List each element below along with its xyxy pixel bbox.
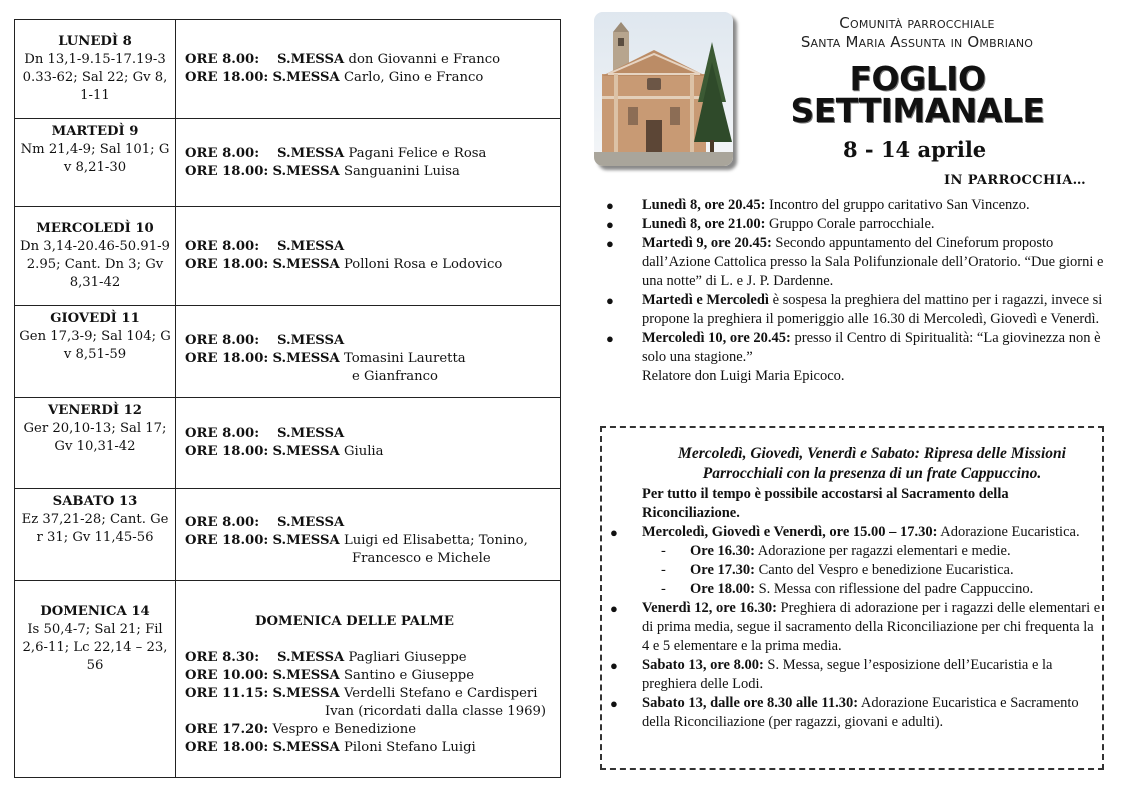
mass-time: ORE 18.00: xyxy=(185,257,269,273)
mass-label: S.MESSA xyxy=(272,163,340,179)
day-readings: Gen 17,3-9; Sal 104; Gv 8,51-59 xyxy=(19,329,171,363)
mass-intention: Pagliari Giuseppe xyxy=(348,649,467,665)
day-name: DOMENICA 14 xyxy=(40,603,150,619)
list-item xyxy=(605,215,1105,234)
day-readings: Dn 3,14-20.46-50.91-92.95; Cant. Dn 3; Gv 8,31-42 xyxy=(20,239,170,291)
notice-date: Lunedì 8, ore 21.00: xyxy=(642,216,766,232)
notice-speaker: Relatore don Luigi Maria Epicoco. xyxy=(642,368,845,384)
mass-label: S.MESSA xyxy=(277,145,345,161)
list-item xyxy=(642,542,1102,561)
mission-item-date: Sabato 13, dalle ore 8.30 alle 11.30: xyxy=(642,695,859,711)
list-item xyxy=(605,234,1105,291)
mass-time: ORE 10.00: xyxy=(185,667,269,683)
subitem-text: Adorazione per ragazzi elementari e medie. xyxy=(754,543,1011,559)
mass-time: ORE 8.00: xyxy=(185,515,260,531)
day-cell xyxy=(15,488,176,580)
mass-time: ORE 8.00: xyxy=(185,332,260,348)
mass-line xyxy=(185,514,554,532)
mass-label: S.MESSA xyxy=(277,649,345,665)
mass-label: S.MESSA xyxy=(272,350,340,366)
day-cell xyxy=(15,398,176,488)
notice-text: è sospesa la preghiera del mattino per i ragazzi, invece si propone la preghiera il pomeriggio alle 16.30 di Mercoledì, Giovedì e Venerdì. xyxy=(642,292,1103,327)
bullet-icon: ● xyxy=(606,293,614,308)
mass-cell xyxy=(176,488,561,580)
mass-line xyxy=(185,443,554,461)
mass-cell xyxy=(176,398,561,488)
mass-label: S.MESSA xyxy=(272,533,340,549)
mass-time: ORE 17.20: xyxy=(185,721,269,737)
list-item xyxy=(602,523,1102,599)
notice-text: Secondo appuntamento del Cineforum proposto dall’Azione Cattolica presso la Sala Polifunzionale dell’Oratorio. “Due giorni e una notte” di L. e J. P. Dardenne. xyxy=(642,235,1104,289)
mass-intention: Carlo, Gino e Franco xyxy=(343,70,484,86)
notice-date: Martedì e Mercoledì xyxy=(642,292,769,308)
table-row xyxy=(15,207,561,306)
sunday-heading: DOMENICA DELLE PALME xyxy=(255,613,454,629)
list-item xyxy=(602,656,1102,694)
subitem-time: Ore 17.30: xyxy=(690,562,755,578)
mission-item-text: S. Messa, segue l’esposizione dell’Eucaristia e la preghiera delle Lodi. xyxy=(642,657,1053,692)
subitem-time: Ore 16.30: xyxy=(690,543,755,559)
day-cell xyxy=(15,207,176,306)
notice-text: Gruppo Corale parrocchiale. xyxy=(765,216,935,232)
mass-label: S.MESSA xyxy=(272,70,340,86)
mass-line xyxy=(185,649,554,667)
mass-intention-continuation: e Gianfranco xyxy=(352,368,438,384)
mass-label: S.MESSA xyxy=(277,332,345,348)
mass-intention: Giulia xyxy=(343,444,384,460)
table-row xyxy=(15,398,561,488)
notice-date: Lunedì 8, ore 20.45: xyxy=(642,197,766,213)
bullet-icon: ● xyxy=(610,658,618,673)
mass-line xyxy=(185,721,554,739)
list-item xyxy=(605,196,1105,215)
title-line-1: FOGLIO xyxy=(849,59,986,98)
mission-item-text: Preghiera di adorazione per i ragazzi delle elementari e di prima media, segue il sacramento della Riconciliazione per chi frequenta la 4 e 5 elementare e la prima media. xyxy=(642,600,1101,654)
mass-time: ORE 18.00: xyxy=(185,163,269,179)
bullet-icon: ● xyxy=(606,217,614,232)
day-readings: Ger 20,10-13; Sal 17; Gv 10,31-42 xyxy=(23,421,167,455)
mass-intention: Pagani Felice e Rosa xyxy=(348,145,487,161)
community-line-2: Santa Maria Assunta in Ombriano xyxy=(800,33,1034,51)
day-cell xyxy=(15,580,176,777)
mass-line xyxy=(185,69,554,87)
mass-line xyxy=(185,145,554,163)
day-name: MERCOLEDÌ 10 xyxy=(36,221,154,237)
mass-intention: Sanguanini Luisa xyxy=(343,163,460,179)
table-row xyxy=(15,20,561,119)
list-item xyxy=(605,291,1105,329)
mission-sublist xyxy=(642,542,1102,599)
bullet-icon: ● xyxy=(606,236,614,251)
list-item xyxy=(605,329,1105,386)
mass-line xyxy=(185,163,554,181)
community-line-1: Comunità parrocchiale xyxy=(839,14,995,32)
mass-label: S.MESSA xyxy=(277,515,345,531)
table-row xyxy=(15,580,561,777)
mission-title: Mercoledì, Giovedì, Venerdì e Sabato: Ripresa delle Missioni Parrocchiali con la presenza di un frate Cappuccino. xyxy=(678,445,1066,482)
community-name xyxy=(762,14,1072,52)
mission-list xyxy=(602,523,1102,732)
day-readings: Dn 13,1-9.15-17.19-30.33-62; Sal 22; Gv 8,1-11 xyxy=(22,52,168,104)
day-name: VENERDÌ 12 xyxy=(48,403,142,419)
mass-line xyxy=(185,332,554,350)
notice-text: Incontro del gruppo caritativo San Vincenzo. xyxy=(765,197,1030,213)
mass-intention: Verdelli Stefano e Cardisperi xyxy=(343,685,538,701)
mass-time: ORE 8.00: xyxy=(185,426,260,442)
mass-line xyxy=(185,51,554,69)
mission-intro: Per tutto il tempo è possibile accostarsi al Sacramento della Riconciliazione. xyxy=(642,486,1009,521)
mass-time: ORE 18.00: xyxy=(185,444,269,460)
bullet-icon: ● xyxy=(610,696,618,711)
mass-intention-continuation: Francesco e Michele xyxy=(352,551,491,567)
mass-label: S.MESSA xyxy=(272,739,340,755)
mass-time: ORE 8.00: xyxy=(185,145,260,161)
mass-time: ORE 8.00: xyxy=(185,239,260,255)
mass-intention: Luigi ed Elisabetta; Tonino, xyxy=(343,533,528,549)
mass-line xyxy=(185,532,554,550)
bullet-icon: ● xyxy=(610,525,618,540)
mission-item-date: Sabato 13, ore 8.00: xyxy=(642,657,764,673)
mass-time: ORE 8.00: xyxy=(185,52,260,68)
subitem-text: S. Messa con riflessione del padre Cappuccino. xyxy=(754,581,1034,597)
day-cell xyxy=(15,306,176,398)
notice-text: presso il Centro di Spiritualità: “La giovinezza non è solo una stagione.” xyxy=(642,330,1101,365)
mass-intention: Santino e Giuseppe xyxy=(343,667,475,683)
mass-intention-continuation: Ivan (ricordati dalla classe 1969) xyxy=(325,703,547,719)
mass-label: S.MESSA xyxy=(272,444,340,460)
mass-cell xyxy=(176,119,561,207)
mass-line xyxy=(185,238,554,256)
mass-label: S.MESSA xyxy=(272,667,340,683)
day-readings: Ez 37,21-28; Cant. Ger 31; Gv 11,45-56 xyxy=(21,511,169,545)
subitem-time: Ore 18.00: xyxy=(690,581,755,597)
list-item xyxy=(602,599,1102,656)
table-row xyxy=(15,306,561,398)
day-name: SABATO 13 xyxy=(52,493,138,509)
mass-time: ORE 18.00: xyxy=(185,739,269,755)
section-heading: IN PARROCCHIA… xyxy=(944,173,1087,188)
subitem-text: Canto del Vespro e benedizione Eucaristica. xyxy=(754,562,1014,578)
mass-cell xyxy=(176,207,561,306)
mass-time: ORE 18.00: xyxy=(185,70,269,86)
mass-intention: Tomasini Lauretta xyxy=(343,350,466,366)
mass-cell xyxy=(176,580,561,777)
table-row xyxy=(15,119,561,207)
mass-label: S.MESSA xyxy=(272,685,340,701)
mass-label: S.MESSA xyxy=(272,257,340,273)
dash-icon: - xyxy=(661,581,666,597)
list-item xyxy=(642,580,1102,599)
mass-line xyxy=(185,350,554,368)
day-cell xyxy=(15,119,176,207)
day-name: LUNEDÌ 8 xyxy=(58,34,132,50)
mass-time: ORE 18.00: xyxy=(185,350,269,366)
bullet-icon: ● xyxy=(610,601,618,616)
mass-label: S.MESSA xyxy=(277,426,345,442)
mass-label: S.MESSA xyxy=(277,239,345,255)
mass-line xyxy=(185,739,554,757)
mass-line xyxy=(185,685,554,703)
mass-intention: don Giovanni e Franco xyxy=(348,52,501,68)
mass-time: ORE 8.30: xyxy=(185,649,260,665)
mass-intention: Vespro e Benedizione xyxy=(272,721,417,737)
mass-label: S.MESSA xyxy=(277,52,345,68)
mass-intention: Polloni Rosa e Lodovico xyxy=(343,257,503,273)
bullet-icon: ● xyxy=(606,331,614,346)
mission-item-date: Mercoledì, Giovedì e Venerdì, ore 15.00 – 17.30: xyxy=(642,524,938,540)
day-name: GIOVEDÌ 11 xyxy=(50,311,140,327)
parish-notices xyxy=(605,196,1105,386)
day-readings: Is 50,4-7; Sal 21; Fil 2,6-11; Lc 22,14 – 23,56 xyxy=(22,621,168,673)
list-item xyxy=(602,694,1102,732)
mass-cell xyxy=(176,20,561,119)
day-name: MARTEDÌ 9 xyxy=(51,124,139,140)
bulletin-title xyxy=(790,59,1045,130)
mass-line xyxy=(185,667,554,685)
mass-intention: Piloni Stefano Luigi xyxy=(343,739,476,755)
list-item xyxy=(642,561,1102,580)
weekly-schedule-table xyxy=(14,19,561,778)
mission-item-date: Venerdì 12, ore 16.30: xyxy=(642,600,777,616)
mission-item-text: Adorazione Eucaristica e Sacramento della Riconciliazione (per ragazzi, giovani e adulti). xyxy=(642,695,1079,730)
mission-item-text: Adorazione Eucaristica. xyxy=(937,524,1080,540)
mass-line xyxy=(185,256,554,274)
mission-box xyxy=(600,426,1104,770)
table-row xyxy=(15,488,561,580)
title-line-2: SETTIMANALE xyxy=(790,91,1045,130)
mass-time: ORE 11.15: xyxy=(185,685,269,701)
day-readings: Nm 21,4-9; Sal 101; Gv 8,21-30 xyxy=(20,142,170,176)
dash-icon: - xyxy=(661,562,666,578)
mass-cell xyxy=(176,306,561,398)
bullet-icon: ● xyxy=(606,198,614,213)
dash-icon: - xyxy=(661,543,666,559)
notice-date: Martedì 9, ore 20.45: xyxy=(642,235,772,251)
notice-date: Mercoledì 10, ore 20.45: xyxy=(642,330,791,346)
day-cell xyxy=(15,20,176,119)
date-range: 8 - 14 aprile xyxy=(843,137,987,162)
mass-time: ORE 18.00: xyxy=(185,533,269,549)
mass-line xyxy=(185,425,554,443)
church-photo xyxy=(594,12,733,166)
